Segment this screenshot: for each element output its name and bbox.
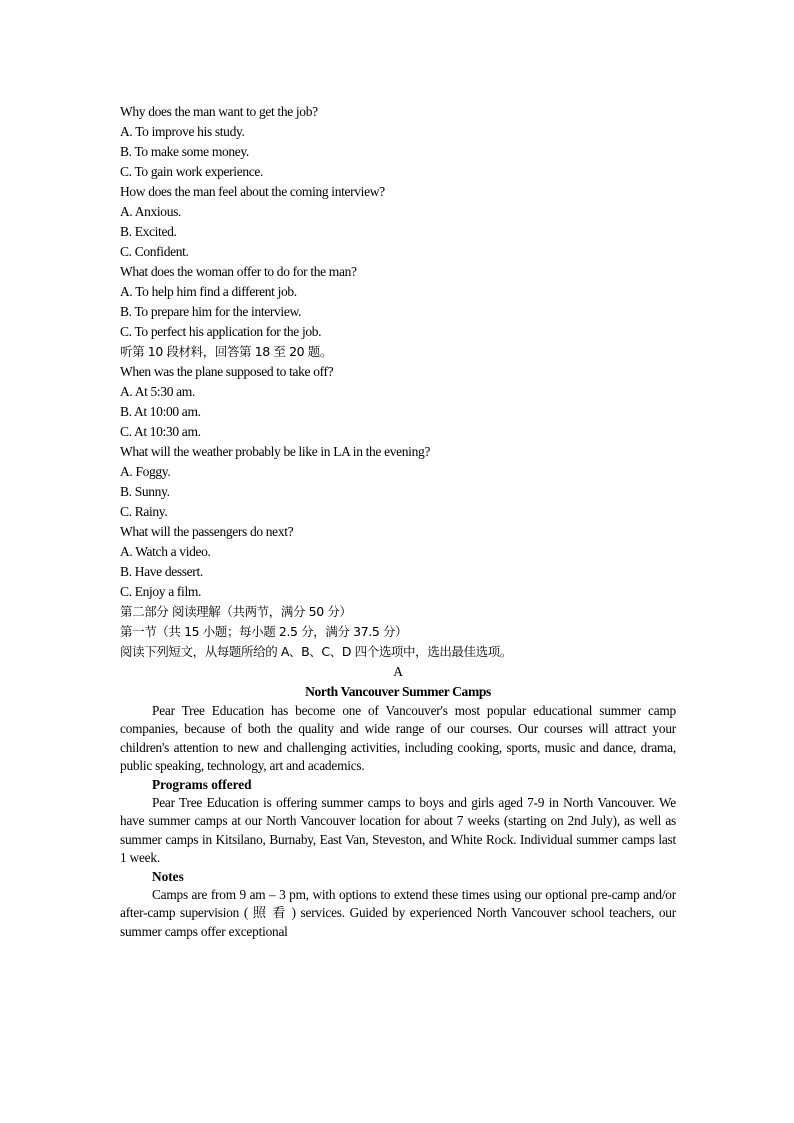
- section-heading: 第一节（共 15 小题；每小题 2.5 分，满分 37.5 分）: [120, 624, 408, 639]
- option: C. To gain work experience.: [120, 164, 264, 179]
- question-block: [120, 262, 676, 342]
- option: A. At 5:30 am.: [120, 384, 195, 399]
- passage-subheading: Notes: [152, 868, 184, 884]
- part-heading: 第二部分 阅读理解（共两节，满分 50 分）: [120, 604, 352, 619]
- option: C. To perfect his application for the job.: [120, 324, 322, 339]
- passage-paragraph: Camps are from 9 am – 3 pm, with options to extend these times using our optional pre-camp and/or after-camp supervision ( 照 看 ) services. Guided by experienced North Vancouver school teachers, our summer camps offer exceptional: [120, 887, 676, 939]
- option: C. Confident.: [120, 244, 189, 259]
- option: A. Anxious.: [120, 204, 182, 219]
- question-block: [120, 362, 676, 442]
- content-column: [120, 102, 676, 941]
- question-block: [120, 442, 676, 522]
- option: B. Have dessert.: [120, 564, 203, 579]
- option: A. Watch a video.: [120, 544, 211, 559]
- option: B. Excited.: [120, 224, 177, 239]
- passage-subheading: Programs offered: [152, 776, 252, 792]
- question-text: What will the weather probably be like in LA in the evening?: [120, 444, 431, 459]
- option: A. To help him find a different job.: [120, 284, 297, 299]
- option: A. Foggy.: [120, 464, 171, 479]
- option: B. To prepare him for the interview.: [120, 304, 302, 319]
- question-block: [120, 522, 676, 602]
- passage-title: North Vancouver Summer Camps: [305, 684, 491, 699]
- option: B. To make some money.: [120, 144, 249, 159]
- passage-paragraph: Pear Tree Education is offering summer camps to boys and girls aged 7-9 in North Vancouver. We have summer camps at our North Vancouver location for about 7 weeks (starting on 2nd July), as well as summer camps in Kitsilano, Burnaby, East Van, Steveston, and White Rock. Individual summer camps last 1 week.: [120, 795, 676, 866]
- question-text: When was the plane supposed to take off?: [120, 364, 334, 379]
- question-block: [120, 102, 676, 182]
- option: C. Enjoy a film.: [120, 584, 202, 599]
- section-instruction: 听第 10 段材料，回答第 18 至 20 题。: [120, 344, 332, 359]
- option: C. At 10:30 am.: [120, 424, 201, 439]
- option: B. Sunny.: [120, 484, 170, 499]
- option: A. To improve his study.: [120, 124, 245, 139]
- passage-letter: A: [393, 664, 403, 679]
- section-instruction: 阅读下列短文，从每题所给的 A、B、C、D 四个选项中，选出最佳选项。: [120, 644, 512, 659]
- question-text: What will the passengers do next?: [120, 524, 294, 539]
- question-block: [120, 182, 676, 262]
- question-text: What does the woman offer to do for the man?: [120, 264, 357, 279]
- passage-paragraph: Pear Tree Education has become one of Vancouver's most popular educational summer camp companies, because of both the quality and wide range of our courses. Our courses will attract your children's attention to new and challenging activities, including cooking, sports, music and dance, drama, public speaking, technology, art and academics.: [120, 703, 676, 774]
- option: B. At 10:00 am.: [120, 404, 201, 419]
- option: C. Rainy.: [120, 504, 168, 519]
- question-text: Why does the man want to get the job?: [120, 104, 318, 119]
- question-text: How does the man feel about the coming interview?: [120, 184, 385, 199]
